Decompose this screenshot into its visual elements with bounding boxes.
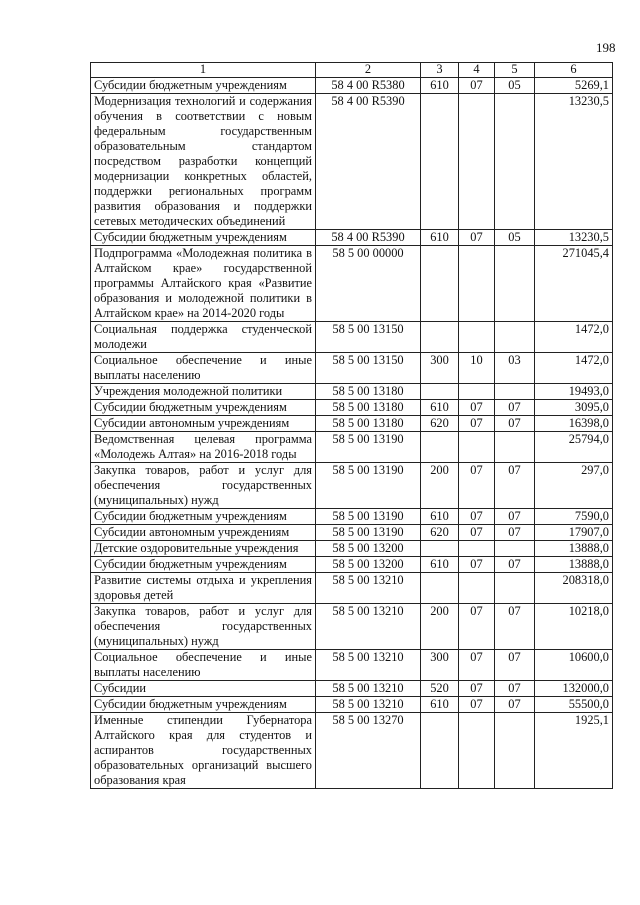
target-code-cell: 58 5 00 13190 bbox=[316, 525, 421, 541]
table-row bbox=[91, 400, 613, 416]
item-name-cell: Закупка товаров, работ и услуг для обеспечения государственных (муниципальных) нужд bbox=[91, 604, 316, 650]
header-cell: 1 bbox=[91, 63, 316, 78]
table-row bbox=[91, 353, 613, 384]
section-cell: 10 bbox=[459, 353, 495, 384]
item-name-cell: Субсидии бюджетным учреждениям bbox=[91, 509, 316, 525]
item-name-cell: Субсидии бюджетным учреждениям bbox=[91, 230, 316, 246]
table-row bbox=[91, 681, 613, 697]
subsection-cell: 07 bbox=[495, 697, 535, 713]
target-code-cell: 58 5 00 13190 bbox=[316, 432, 421, 463]
amount-cell: 132000,0 bbox=[535, 681, 613, 697]
item-name-cell: Именные стипендии Губернатора Алтайского края для студентов и аспирантов государственных образовательных организаций высшего образования края bbox=[91, 713, 316, 789]
subsection-cell: 07 bbox=[495, 463, 535, 509]
subsection-cell bbox=[495, 541, 535, 557]
expense-type-cell: 610 bbox=[421, 509, 459, 525]
subsection-cell bbox=[495, 432, 535, 463]
amount-cell: 13230,5 bbox=[535, 230, 613, 246]
target-code-cell: 58 5 00 13150 bbox=[316, 322, 421, 353]
section-cell: 07 bbox=[459, 525, 495, 541]
expense-type-cell: 300 bbox=[421, 650, 459, 681]
header-cell: 3 bbox=[421, 63, 459, 78]
amount-cell: 5269,1 bbox=[535, 78, 613, 94]
subsection-cell bbox=[495, 573, 535, 604]
amount-cell: 55500,0 bbox=[535, 697, 613, 713]
table-row bbox=[91, 541, 613, 557]
target-code-cell: 58 5 00 13180 bbox=[316, 400, 421, 416]
item-name-cell: Субсидии автономным учреждениям bbox=[91, 525, 316, 541]
table-row bbox=[91, 713, 613, 789]
section-cell: 07 bbox=[459, 697, 495, 713]
expense-type-cell: 610 bbox=[421, 230, 459, 246]
amount-cell: 1472,0 bbox=[535, 353, 613, 384]
target-code-cell: 58 4 00 R5390 bbox=[316, 230, 421, 246]
section-cell bbox=[459, 246, 495, 322]
item-name-cell: Субсидии bbox=[91, 681, 316, 697]
section-cell bbox=[459, 713, 495, 789]
item-name-cell: Субсидии автономным учреждениям bbox=[91, 416, 316, 432]
expense-type-cell bbox=[421, 94, 459, 230]
amount-cell: 19493,0 bbox=[535, 384, 613, 400]
table-row bbox=[91, 604, 613, 650]
section-cell bbox=[459, 573, 495, 604]
expense-type-cell: 520 bbox=[421, 681, 459, 697]
item-name-cell: Субсидии бюджетным учреждениям bbox=[91, 400, 316, 416]
amount-cell: 1925,1 bbox=[535, 713, 613, 789]
amount-cell: 13230,5 bbox=[535, 94, 613, 230]
amount-cell: 3095,0 bbox=[535, 400, 613, 416]
budget-table bbox=[90, 62, 613, 789]
amount-cell: 10218,0 bbox=[535, 604, 613, 650]
amount-cell: 10600,0 bbox=[535, 650, 613, 681]
subsection-cell: 05 bbox=[495, 78, 535, 94]
expense-type-cell bbox=[421, 713, 459, 789]
target-code-cell: 58 5 00 13190 bbox=[316, 463, 421, 509]
item-name-cell: Социальное обеспечение и иные выплаты населению bbox=[91, 650, 316, 681]
target-code-cell: 58 5 00 13210 bbox=[316, 681, 421, 697]
amount-cell: 1472,0 bbox=[535, 322, 613, 353]
expense-type-cell bbox=[421, 573, 459, 604]
item-name-cell: Субсидии бюджетным учреждениям bbox=[91, 697, 316, 713]
section-cell: 07 bbox=[459, 650, 495, 681]
table-row bbox=[91, 525, 613, 541]
section-cell: 07 bbox=[459, 416, 495, 432]
expense-type-cell: 620 bbox=[421, 416, 459, 432]
target-code-cell: 58 4 00 R5390 bbox=[316, 94, 421, 230]
target-code-cell: 58 5 00 13190 bbox=[316, 509, 421, 525]
item-name-cell: Субсидии бюджетным учреждениям bbox=[91, 557, 316, 573]
target-code-cell: 58 5 00 13180 bbox=[316, 416, 421, 432]
target-code-cell: 58 5 00 13150 bbox=[316, 353, 421, 384]
table-row bbox=[91, 697, 613, 713]
expense-type-cell: 200 bbox=[421, 604, 459, 650]
amount-cell: 13888,0 bbox=[535, 541, 613, 557]
section-cell: 07 bbox=[459, 463, 495, 509]
section-cell: 07 bbox=[459, 557, 495, 573]
item-name-cell: Развитие системы отдыха и укрепления здоровья детей bbox=[91, 573, 316, 604]
subsection-cell bbox=[495, 384, 535, 400]
item-name-cell: Закупка товаров, работ и услуг для обеспечения государственных (муниципальных) нужд bbox=[91, 463, 316, 509]
expense-type-cell bbox=[421, 432, 459, 463]
table-row bbox=[91, 573, 613, 604]
table-row bbox=[91, 463, 613, 509]
amount-cell: 297,0 bbox=[535, 463, 613, 509]
target-code-cell: 58 5 00 13180 bbox=[316, 384, 421, 400]
amount-cell: 271045,4 bbox=[535, 246, 613, 322]
section-cell: 07 bbox=[459, 400, 495, 416]
subsection-cell: 05 bbox=[495, 230, 535, 246]
section-cell bbox=[459, 432, 495, 463]
section-cell: 07 bbox=[459, 509, 495, 525]
section-cell bbox=[459, 94, 495, 230]
subsection-cell bbox=[495, 246, 535, 322]
expense-type-cell bbox=[421, 384, 459, 400]
amount-cell: 13888,0 bbox=[535, 557, 613, 573]
subsection-cell: 07 bbox=[495, 416, 535, 432]
section-cell: 07 bbox=[459, 230, 495, 246]
header-cell: 2 bbox=[316, 63, 421, 78]
subsection-cell: 07 bbox=[495, 650, 535, 681]
item-name-cell: Субсидии бюджетным учреждениям bbox=[91, 78, 316, 94]
expense-type-cell: 610 bbox=[421, 78, 459, 94]
subsection-cell bbox=[495, 713, 535, 789]
table-row bbox=[91, 432, 613, 463]
table-row bbox=[91, 78, 613, 94]
item-name-cell: Социальное обеспечение и иные выплаты населению bbox=[91, 353, 316, 384]
item-name-cell: Ведомственная целевая программа «Молодежь Алтая» на 2016-2018 годы bbox=[91, 432, 316, 463]
expense-type-cell: 610 bbox=[421, 557, 459, 573]
target-code-cell: 58 5 00 13200 bbox=[316, 541, 421, 557]
target-code-cell: 58 5 00 00000 bbox=[316, 246, 421, 322]
expense-type-cell: 300 bbox=[421, 353, 459, 384]
item-name-cell: Детские оздоровительные учреждения bbox=[91, 541, 316, 557]
amount-cell: 208318,0 bbox=[535, 573, 613, 604]
section-cell bbox=[459, 322, 495, 353]
expense-type-cell: 610 bbox=[421, 400, 459, 416]
item-name-cell: Модернизация технологий и содержания обучения в соответствии с новым федеральным государственным образовательным стандартом посредством разработки концепций модернизации конкретных областей, поддержки региональных программ развития образования и поддержки сетевых методических объединений bbox=[91, 94, 316, 230]
table-row bbox=[91, 650, 613, 681]
expense-type-cell bbox=[421, 322, 459, 353]
amount-cell: 16398,0 bbox=[535, 416, 613, 432]
target-code-cell: 58 5 00 13200 bbox=[316, 557, 421, 573]
section-cell: 07 bbox=[459, 78, 495, 94]
table-row bbox=[91, 94, 613, 230]
header-cell: 6 bbox=[535, 63, 613, 78]
table-row bbox=[91, 322, 613, 353]
table-row bbox=[91, 416, 613, 432]
target-code-cell: 58 5 00 13210 bbox=[316, 604, 421, 650]
expense-type-cell: 200 bbox=[421, 463, 459, 509]
table-row bbox=[91, 509, 613, 525]
header-cell: 4 bbox=[459, 63, 495, 78]
subsection-cell: 07 bbox=[495, 400, 535, 416]
target-code-cell: 58 5 00 13210 bbox=[316, 573, 421, 604]
table-row bbox=[91, 246, 613, 322]
item-name-cell: Учреждения молодежной политики bbox=[91, 384, 316, 400]
table-row bbox=[91, 230, 613, 246]
subsection-cell: 07 bbox=[495, 681, 535, 697]
subsection-cell: 07 bbox=[495, 509, 535, 525]
header-row bbox=[91, 63, 613, 78]
subsection-cell: 03 bbox=[495, 353, 535, 384]
target-code-cell: 58 4 00 R5380 bbox=[316, 78, 421, 94]
amount-cell: 25794,0 bbox=[535, 432, 613, 463]
expense-type-cell bbox=[421, 246, 459, 322]
subsection-cell bbox=[495, 94, 535, 230]
item-name-cell: Социальная поддержка студенческой молодежи bbox=[91, 322, 316, 353]
amount-cell: 17907,0 bbox=[535, 525, 613, 541]
target-code-cell: 58 5 00 13210 bbox=[316, 650, 421, 681]
section-cell: 07 bbox=[459, 681, 495, 697]
section-cell bbox=[459, 384, 495, 400]
amount-cell: 7590,0 bbox=[535, 509, 613, 525]
target-code-cell: 58 5 00 13210 bbox=[316, 697, 421, 713]
target-code-cell: 58 5 00 13270 bbox=[316, 713, 421, 789]
expense-type-cell: 610 bbox=[421, 697, 459, 713]
subsection-cell: 07 bbox=[495, 604, 535, 650]
page-number: 198 bbox=[596, 40, 616, 55]
expense-type-cell: 620 bbox=[421, 525, 459, 541]
table-row bbox=[91, 384, 613, 400]
header-cell: 5 bbox=[495, 63, 535, 78]
subsection-cell: 07 bbox=[495, 557, 535, 573]
subsection-cell: 07 bbox=[495, 525, 535, 541]
section-cell: 07 bbox=[459, 604, 495, 650]
expense-type-cell bbox=[421, 541, 459, 557]
subsection-cell bbox=[495, 322, 535, 353]
section-cell bbox=[459, 541, 495, 557]
table-row bbox=[91, 557, 613, 573]
item-name-cell: Подпрограмма «Молодежная политика в Алтайском крае» государственной программы Алтайского края «Развитие образования и молодежной политики в Алтайском крае» на 2014-2020 годы bbox=[91, 246, 316, 322]
